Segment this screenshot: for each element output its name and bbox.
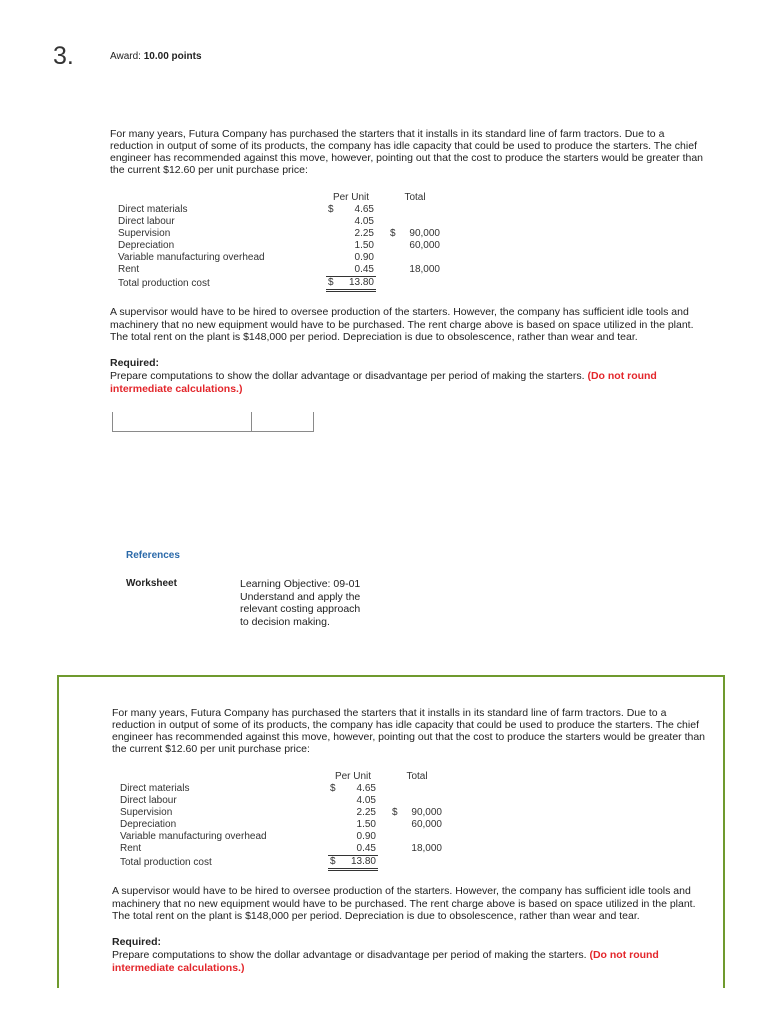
- reference-per-unit-value: 2.25: [356, 807, 376, 818]
- reference-per-unit-currency: [328, 843, 338, 856]
- reference-column-spacer: [378, 795, 391, 807]
- reference-per-unit-currency: $: [330, 783, 336, 794]
- cost-label: Variable manufacturing overhead: [118, 252, 265, 263]
- column-spacer: [376, 216, 389, 228]
- reference-column-spacer: [378, 819, 391, 831]
- required-label: Required:: [110, 357, 160, 369]
- learning-objective-line: Learning Objective: 09-01: [240, 578, 361, 590]
- total-currency: [389, 216, 399, 228]
- cost-row: [118, 277, 441, 291]
- cost-label: Direct labour: [118, 216, 175, 227]
- answer-amount-cell[interactable]: [251, 412, 314, 432]
- reference-instruction-note: intermediate calculations.): [112, 961, 245, 974]
- reference-per-unit-value: 0.90: [356, 831, 376, 842]
- total-currency: $: [390, 228, 396, 239]
- per-unit-value: 0.90: [354, 252, 374, 263]
- column-spacer: [376, 192, 389, 204]
- reference-cost-row: [120, 783, 443, 795]
- reference-column-spacer: [378, 856, 391, 870]
- reference-question-details: [112, 885, 696, 923]
- reference-total-value: 90,000: [411, 807, 442, 818]
- cost-header-blank: [118, 192, 326, 204]
- cost-label: Direct materials: [118, 204, 188, 215]
- total-currency: [389, 277, 399, 291]
- cost-label: Total production cost: [118, 277, 210, 289]
- reference-per-unit-currency: [328, 795, 338, 807]
- reference-total-currency: [391, 795, 401, 807]
- learning-objective-line: Understand and apply the: [240, 590, 361, 603]
- reference-instruction: [112, 949, 659, 974]
- reference-total-currency: $: [392, 807, 398, 818]
- reference-cost-row: [120, 856, 443, 870]
- reference-total-value: [401, 795, 443, 807]
- reference-total-value: 18,000: [411, 843, 442, 855]
- column-spacer: [376, 204, 389, 216]
- question-intro-line: reduction in output of some of its products, the company has idle capacity that could be used to produce the starters. The chief: [110, 140, 697, 152]
- reference-per-unit-value: 1.50: [356, 819, 376, 830]
- cost-row: [118, 240, 441, 252]
- question-details: [110, 306, 694, 344]
- total-currency: [389, 252, 399, 264]
- reference-total-currency: [391, 783, 401, 795]
- cost-label: Supervision: [118, 228, 171, 239]
- reference-cost-label: Direct labour: [120, 795, 177, 806]
- total-value: 18,000: [409, 264, 440, 276]
- worksheet-tab[interactable]: Worksheet: [126, 578, 177, 589]
- reference-question-intro-line: the current $12.60 per unit purchase price:: [112, 743, 310, 755]
- reference-cost-row: [120, 819, 443, 831]
- reference-question-block: [112, 707, 732, 977]
- reference-per-unit-header: Per Unit: [334, 771, 372, 782]
- instruction-note: (Do not round: [587, 370, 657, 382]
- reference-instruction-line: [112, 949, 659, 962]
- reference-cost-row: [120, 795, 443, 807]
- reference-per-unit-currency: [328, 831, 338, 843]
- instruction-text: Prepare computations to show the dollar advantage or disadvantage per period of making the starters.: [110, 370, 585, 382]
- reference-question-intro-line: reduction in output of some of its products, the company has idle capacity that could be used to produce the starters. The chief: [112, 719, 699, 731]
- total-value: 60,000: [409, 240, 440, 251]
- reference-cost-label: Direct materials: [120, 783, 190, 794]
- reference-total-currency: [391, 843, 401, 856]
- per-unit-currency: $: [326, 277, 336, 291]
- total-value: [399, 277, 441, 291]
- reference-total-value: [401, 831, 443, 843]
- reference-total-value: [401, 856, 443, 870]
- reference-per-unit-value: 0.45: [338, 843, 378, 856]
- reference-cost-table: [120, 771, 443, 871]
- total-header: Total: [404, 192, 426, 203]
- question-details-line: A supervisor would have to be hired to oversee production of the starters. However, the company has sufficient idle tools and: [110, 306, 689, 318]
- per-unit-value: 0.45: [336, 264, 376, 277]
- cost-table: [118, 192, 441, 292]
- reference-panel: [57, 675, 725, 988]
- award: [110, 51, 202, 63]
- reference-cost-label: Depreciation: [120, 819, 177, 830]
- column-spacer: [376, 277, 389, 291]
- reference-per-unit-value: 13.80: [338, 856, 378, 870]
- reference-question-intro-line: For many years, Futura Company has purchased the starters that it installs in its standard line of farm tractors. Due to a: [112, 707, 667, 719]
- total-currency: [389, 204, 399, 216]
- reference-total-header: Total: [406, 771, 428, 782]
- question-details-line: machinery that no new equipment would have to be purchased. The rent charge above is based on space utilized in the plant.: [110, 318, 694, 331]
- reference-total-currency: [391, 819, 401, 831]
- reference-required-label: Required:: [112, 936, 162, 948]
- reference-column-spacer: [378, 771, 391, 783]
- per-unit-currency: [326, 240, 336, 252]
- total-value: [399, 216, 441, 228]
- reference-per-unit-value: 4.05: [356, 795, 376, 806]
- reference-question-details-line: The total rent on the plant is $148,000 per period. Depreciation is due to obsolescence, rather than wear and tear.: [112, 910, 640, 922]
- cost-row: [118, 252, 441, 264]
- reference-total-value: 60,000: [411, 819, 442, 830]
- reference-cost-row: [120, 843, 443, 856]
- per-unit-value: 4.65: [354, 204, 374, 215]
- reference-question-intro-line: engineer has recommended against this move, however, pointing out that the cost to produce the starters would be greater than: [112, 731, 706, 743]
- award-value: 10.00 points: [143, 51, 202, 62]
- question-details-line: The total rent on the plant is $148,000 per period. Depreciation is due to obsolescence, rather than wear and tear.: [110, 331, 638, 343]
- answer-label-cell[interactable]: [112, 412, 251, 432]
- cost-row: [118, 264, 441, 277]
- per-unit-currency: [326, 228, 336, 240]
- per-unit-value: 13.80: [336, 277, 376, 291]
- reference-cost-header-blank: [120, 771, 328, 783]
- column-spacer: [376, 240, 389, 252]
- reference-column-spacer: [378, 783, 391, 795]
- reference-cost-row: [120, 807, 443, 819]
- reference-column-spacer: [378, 831, 391, 843]
- reference-cost-table-header: [120, 771, 443, 783]
- reference-cost-label: Supervision: [120, 807, 173, 818]
- reference-column-spacer: [378, 843, 391, 856]
- learning-objective: [240, 578, 360, 629]
- learning-objective-line: relevant costing approach: [240, 603, 361, 616]
- reference-question-intro: [112, 707, 705, 755]
- reference-per-unit-currency: $: [328, 856, 338, 870]
- per-unit-value: 1.50: [354, 240, 374, 251]
- total-value: [399, 252, 441, 264]
- reference-per-unit-currency: [328, 819, 338, 831]
- cost-label: Depreciation: [118, 240, 175, 251]
- reference-column-spacer: [378, 807, 391, 819]
- reference-instruction-note: (Do not round: [589, 949, 659, 961]
- cost-row: [118, 204, 441, 216]
- reference-cost-row: [120, 831, 443, 843]
- total-currency: [389, 240, 399, 252]
- column-spacer: [376, 228, 389, 240]
- per-unit-currency: $: [328, 204, 334, 215]
- per-unit-value: 4.05: [354, 216, 374, 227]
- reference-total-value: [401, 783, 443, 795]
- total-value: 90,000: [409, 228, 440, 239]
- instruction: [110, 370, 657, 395]
- learning-objective-line: to decision making.: [240, 616, 330, 629]
- reference-question-details-line: machinery that no new equipment would have to be purchased. The rent charge above is based on space utilized in the plant.: [112, 897, 696, 910]
- reference-total-currency: [391, 831, 401, 843]
- question-intro-line: the current $12.60 per unit purchase price:: [110, 164, 308, 176]
- column-spacer: [376, 264, 389, 277]
- per-unit-currency: [326, 216, 336, 228]
- reference-cost-label: Rent: [120, 843, 142, 855]
- column-spacer: [376, 252, 389, 264]
- per-unit-value: 2.25: [354, 228, 374, 239]
- reference-cost-label: Total production cost: [120, 856, 212, 868]
- instruction-note: intermediate calculations.): [110, 382, 243, 395]
- per-unit-header: Per Unit: [332, 192, 370, 203]
- question-intro-line: engineer has recommended against this move, however, pointing out that the cost to produce the starters would be greater than: [110, 152, 704, 164]
- reference-per-unit-value: 4.65: [356, 783, 376, 794]
- references-link[interactable]: References: [126, 550, 180, 561]
- question-number: 3.: [53, 42, 74, 70]
- question-intro: [110, 128, 703, 176]
- instruction-line: [110, 370, 657, 383]
- question-block: [110, 128, 730, 398]
- reference-per-unit-currency: [328, 807, 338, 819]
- award-label: Award:: [110, 51, 141, 62]
- cost-label: Rent: [118, 264, 140, 276]
- per-unit-currency: [326, 252, 336, 264]
- per-unit-currency: [326, 264, 336, 277]
- reference-cost-label: Variable manufacturing overhead: [120, 831, 267, 842]
- cost-row: [118, 228, 441, 240]
- cost-table-header: [118, 192, 441, 204]
- reference-instruction-text: Prepare computations to show the dollar advantage or disadvantage per period of making the starters.: [112, 949, 587, 961]
- total-value: [399, 204, 441, 216]
- question-intro-line: For many years, Futura Company has purchased the starters that it installs in its standard line of farm tractors. Due to a: [110, 128, 665, 140]
- reference-question-details-line: A supervisor would have to be hired to oversee production of the starters. However, the company has sufficient idle tools and: [112, 885, 691, 897]
- answer-grid: [112, 412, 314, 432]
- cost-row: [118, 216, 441, 228]
- total-currency: [389, 264, 399, 277]
- reference-total-currency: [391, 856, 401, 870]
